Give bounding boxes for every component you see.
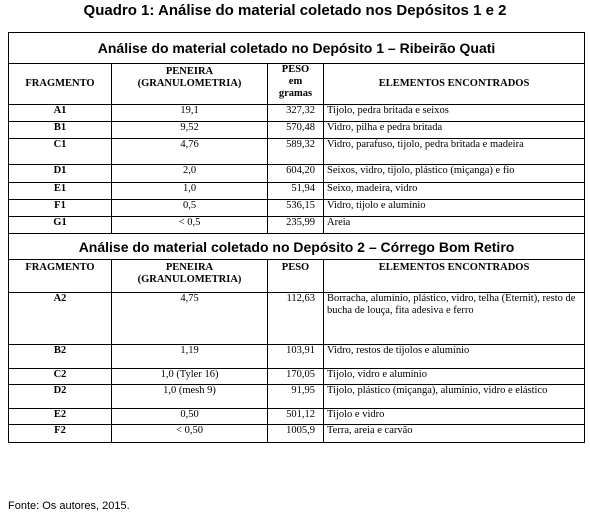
peneira-cell: 4,75: [112, 293, 268, 345]
peneira-cell: 19,1: [112, 105, 268, 122]
elementos-cell: Vidro, parafuso, tijolo, pedra britada e madeira: [324, 139, 585, 165]
peso-cell: 235,99: [268, 217, 324, 234]
fragment-cell: D2: [9, 385, 112, 409]
table-row: [9, 165, 585, 183]
table-row: [9, 369, 585, 385]
table-row: [9, 409, 585, 425]
header-fragmento: FRAGMENTO: [9, 64, 112, 105]
elementos-cell: Tijolo, vidro e alumínio: [324, 369, 585, 385]
fragment-cell: E1: [9, 183, 112, 200]
fragment-cell: G1: [9, 217, 112, 234]
fragment-cell: F1: [9, 200, 112, 217]
peneira-cell: 4,76: [112, 139, 268, 165]
table-row: [9, 105, 585, 122]
deposito2-title: Análise do material coletado no Depósito 2 – Córrego Bom Retiro: [9, 234, 585, 260]
fragment-cell: B2: [9, 345, 112, 369]
fragment-cell: C2: [9, 369, 112, 385]
fragment-cell: A1: [9, 105, 112, 122]
peso-cell: 170,05: [268, 369, 324, 385]
elementos-cell: Tijolo, plástico (miçanga), alumínio, vidro e elástico: [324, 385, 585, 409]
elementos-cell: Vidro, tijolo e alumínio: [324, 200, 585, 217]
source-note: Fonte: Os autores, 2015.: [8, 500, 130, 512]
peneira-cell: 1,0 (Tyler 16): [112, 369, 268, 385]
header-peso: PESO em gramas: [268, 64, 324, 105]
peso-cell: 501,12: [268, 409, 324, 425]
table-row: [9, 345, 585, 369]
peneira-cell: 9,52: [112, 122, 268, 139]
fragment-cell: F2: [9, 425, 112, 443]
peneira-cell: 1,19: [112, 345, 268, 369]
peso-cell: 604,20: [268, 165, 324, 183]
peneira-cell: 2,0: [112, 165, 268, 183]
page-title: Quadro 1: Análise do material coletado nos Depósitos 1 e 2: [83, 2, 507, 19]
peso-cell: 51,94: [268, 183, 324, 200]
table-row: [9, 385, 585, 409]
fragment-cell: C1: [9, 139, 112, 165]
elementos-cell: Vidro, restos de tijolos e alumínio: [324, 345, 585, 369]
table-row: [9, 183, 585, 200]
peso-cell: 327,32: [268, 105, 324, 122]
fragment-cell: E2: [9, 409, 112, 425]
elementos-cell: Seixo, madeira, vidro: [324, 183, 585, 200]
fragment-cell: D1: [9, 165, 112, 183]
deposito1-title: Análise do material coletado no Depósito 1 – Ribeirão Quati: [9, 33, 585, 64]
table-row: [9, 293, 585, 345]
peso-cell: 570,48: [268, 122, 324, 139]
deposito1-rows: [9, 105, 585, 234]
header-fragmento: FRAGMENTO: [9, 260, 112, 293]
table-row: [9, 200, 585, 217]
elementos-cell: Vidro, pilha e pedra britada: [324, 122, 585, 139]
header-elementos: ELEMENTOS ENCONTRADOS: [324, 64, 585, 105]
peso-cell: 536,15: [268, 200, 324, 217]
peso-cell: 589,32: [268, 139, 324, 165]
peso-cell: 103,91: [268, 345, 324, 369]
quadro-table: [8, 32, 585, 443]
table-row: [9, 139, 585, 165]
elementos-cell: Tijolo, pedra britada e seixos: [324, 105, 585, 122]
elementos-cell: Seixos, vidro, tijolo, plástico (miçanga) e fio: [324, 165, 585, 183]
fragment-cell: A2: [9, 293, 112, 345]
header-peso: PESO: [268, 260, 324, 293]
fragment-cell: B1: [9, 122, 112, 139]
peneira-cell: 1,0: [112, 183, 268, 200]
peso-cell: 91,95: [268, 385, 324, 409]
elementos-cell: Areia: [324, 217, 585, 234]
table-row: [9, 425, 585, 443]
elementos-cell: Terra, areia e carvão: [324, 425, 585, 443]
header-peneira: PENEIRA (GRANULOMETRIA): [112, 260, 268, 293]
table-row: [9, 217, 585, 234]
peneira-cell: 1,0 (mesh 9): [112, 385, 268, 409]
header-elementos: ELEMENTOS ENCONTRADOS: [324, 260, 585, 293]
elementos-cell: Tijolo e vidro: [324, 409, 585, 425]
peso-cell: 1005,9: [268, 425, 324, 443]
elementos-cell: Borracha, alumínio, plástico, vidro, telha (Eternit), resto de bucha de louça, fita adesiva e ferro: [324, 293, 585, 345]
table-row: [9, 122, 585, 139]
peneira-cell: < 0,50: [112, 425, 268, 443]
peneira-cell: < 0,5: [112, 217, 268, 234]
peso-cell: 112,63: [268, 293, 324, 345]
deposito2-rows: [9, 293, 585, 443]
peneira-cell: 0,50: [112, 409, 268, 425]
peneira-cell: 0,5: [112, 200, 268, 217]
header-peneira: PENEIRA (GRANULOMETRIA): [112, 64, 268, 105]
